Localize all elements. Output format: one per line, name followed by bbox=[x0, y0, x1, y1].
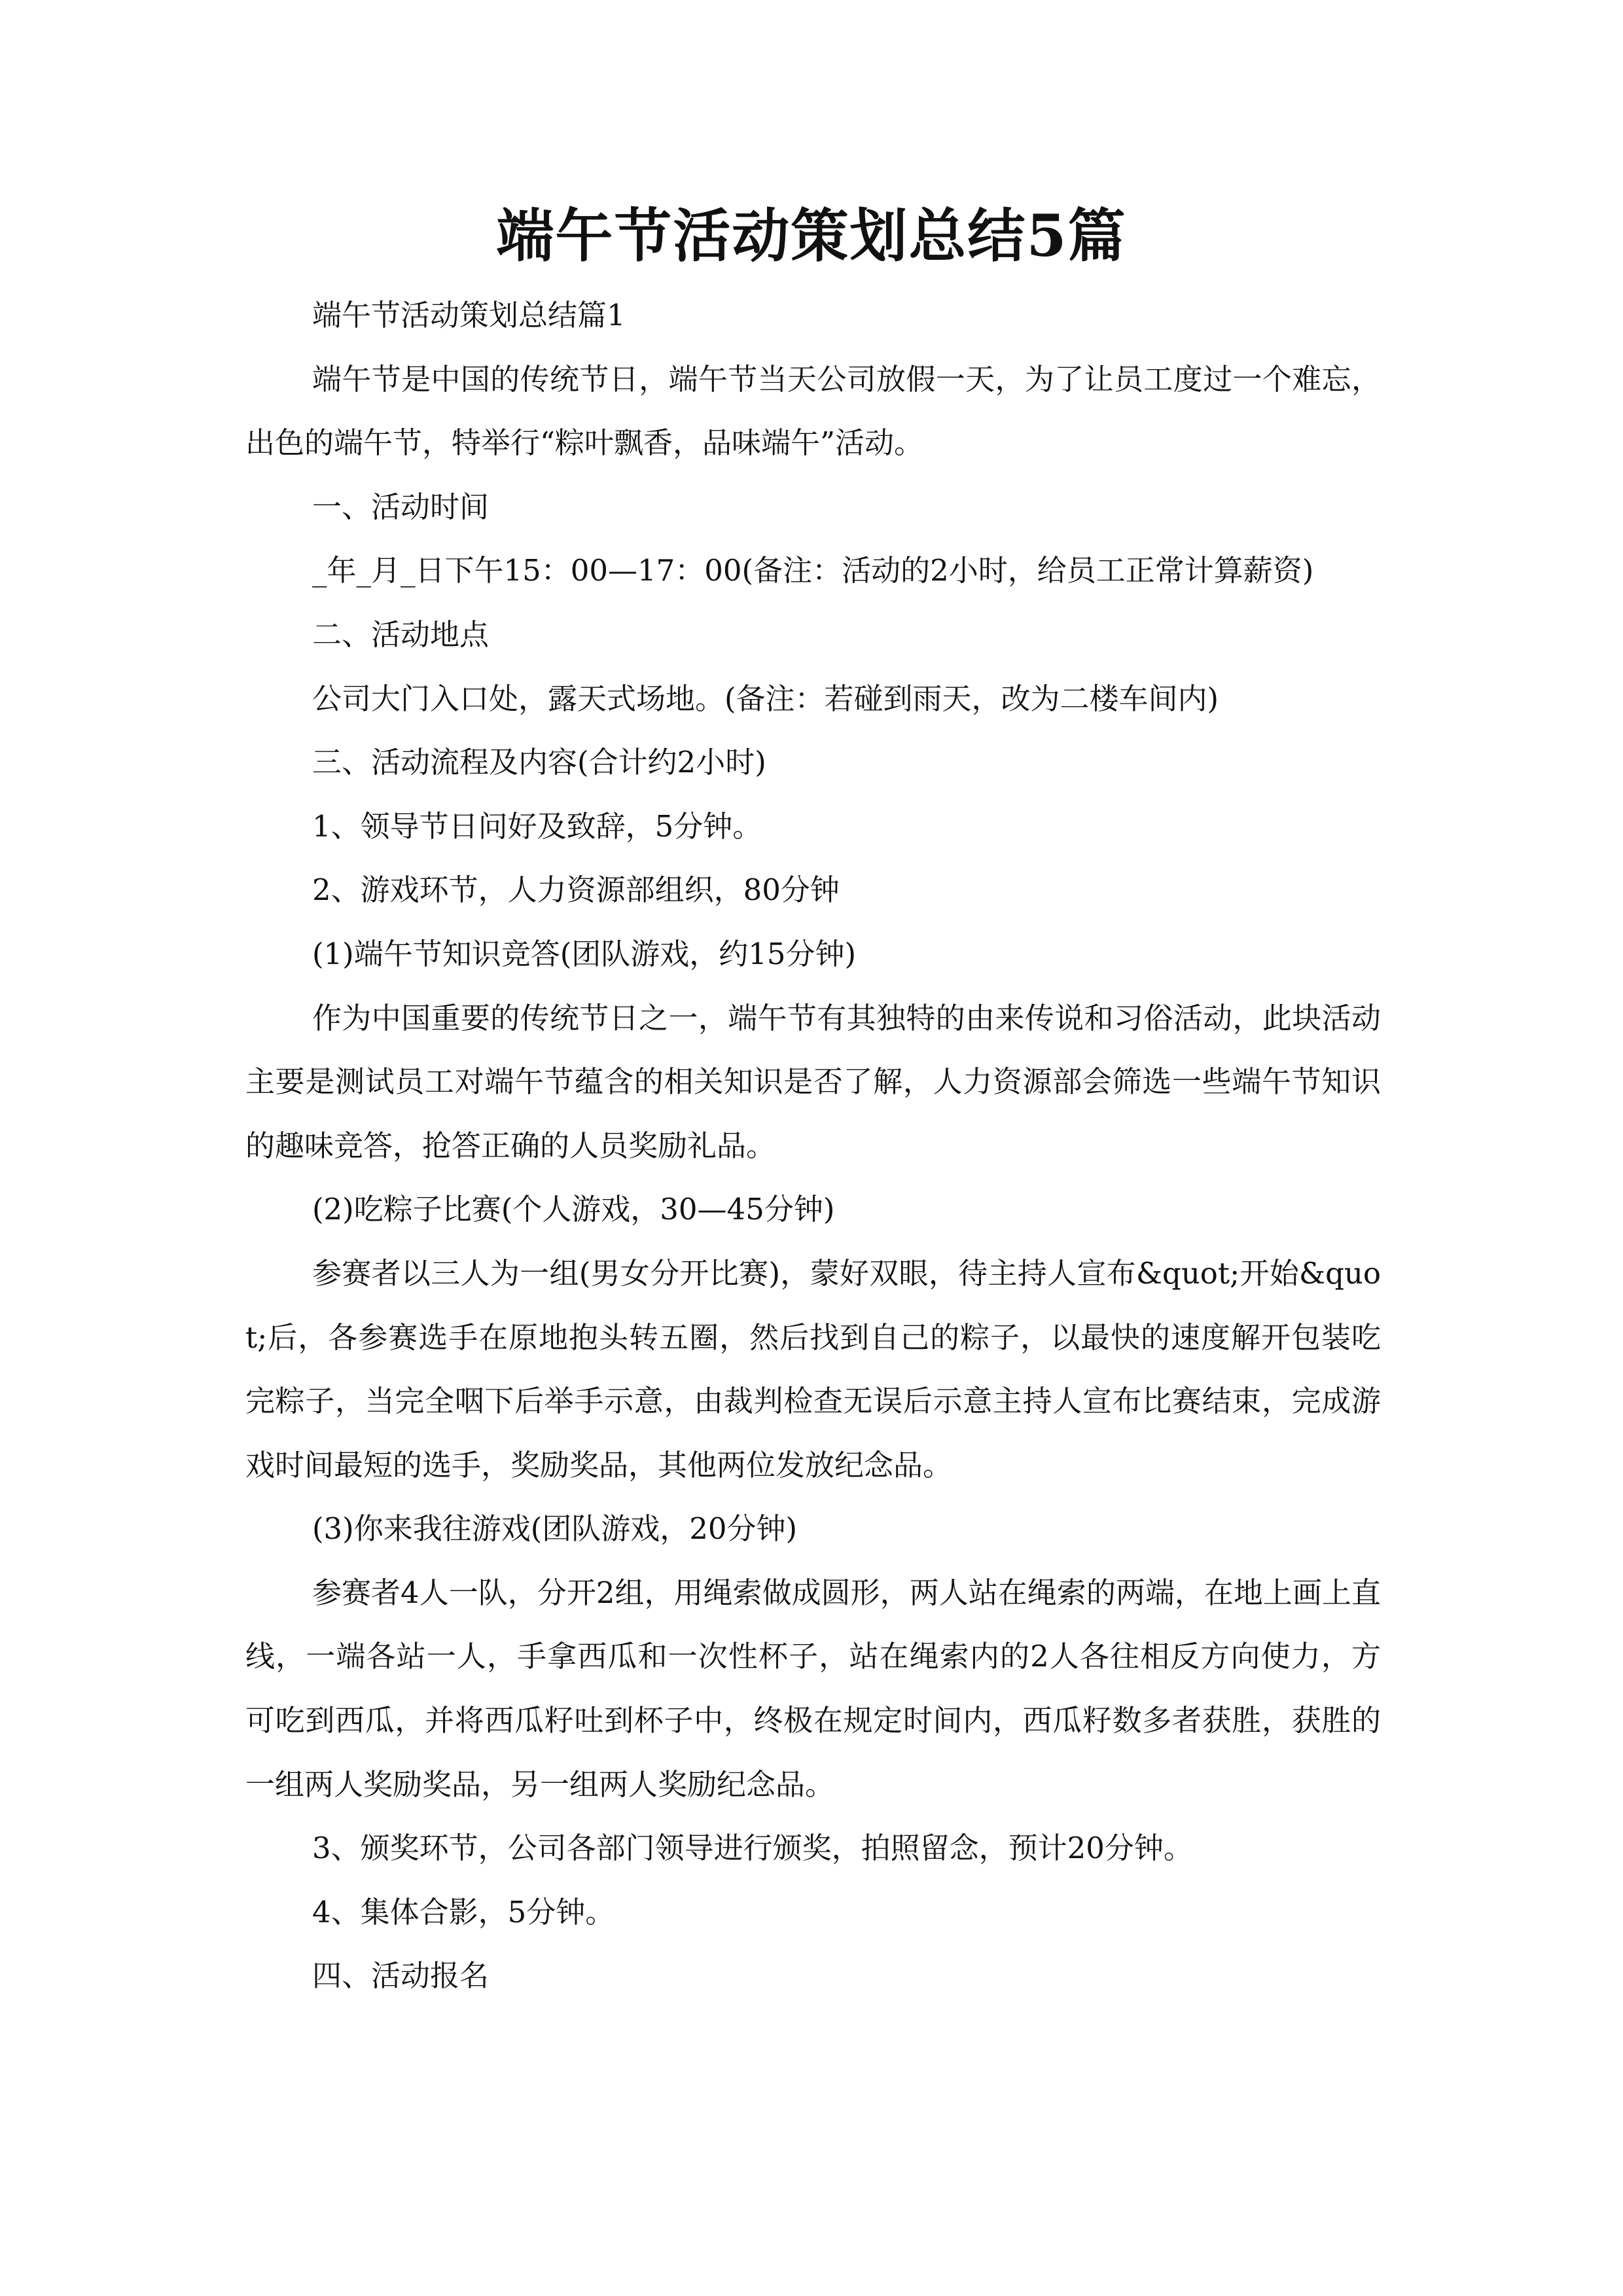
game-1-heading: (1)端午节知识竞答(团队游戏，约15分钟) bbox=[312, 936, 857, 971]
process-item-2: 2、游戏环节，人力资源部组织，80分钟 bbox=[312, 872, 840, 908]
game-3-description: 参赛者4人一队，分开2组，用绳索做成圆形，两人站在绳索的两端，在地上画上直线，一端各站一人，手拿西瓜和一次性杯子，站在绳索内的2人各往相反方向使力，方可吃到西瓜，并将西瓜籽吐到杯子中，终极在规定时间内，西瓜籽数多者获胜，获胜的一组两人奖励奖品，另一组两人奖励纪念品。 bbox=[245, 1575, 1381, 1802]
activity-time-text: _年_月_日下午15：00—17：00(备注：活动的2小时，给员工正常计算薪资) bbox=[312, 553, 1314, 588]
game-2-description: 参赛者以三人为一组(男女分开比赛)，蒙好双眼，待主持人宣布&quot;开始&quot;后，各参赛选手在原地抱头转五圈，然后找到自己的粽子，以最快的速度解开包装吃完粽子，当完全咽下后举手示意，由裁判检查无误后示意主持人宣布比赛结束，完成游戏时间最短的选手，奖励奖品，其他两位发放纪念品。 bbox=[245, 1255, 1381, 1482]
intro-paragraph: 端午节是中国的传统节日，端午节当天公司放假一天，为了让员工度过一个难忘，出色的端午节，特举行“粽叶飘香，品味端午”活动。 bbox=[245, 361, 1381, 461]
process-item-3: 3、颁奖环节，公司各部门领导进行颁奖，拍照留念，预计20分钟。 bbox=[312, 1831, 1193, 1866]
document-title: 端午节活动策划总结5篇 bbox=[496, 202, 1127, 270]
process-item-4: 4、集体合影，5分钟。 bbox=[312, 1894, 615, 1929]
document-body bbox=[245, 283, 1381, 2008]
game-1-description: 作为中国重要的传统节日之一，端午节有其独特的由来传说和习俗活动，此块活动主要是测试员工对端午节蕴含的相关知识是否了解，人力资源部会筛选一些端午节知识的趣味竞答，抢答正确的人员奖励礼品。 bbox=[245, 1000, 1381, 1163]
heading-activity-time: 一、活动时间 bbox=[312, 489, 490, 524]
game-3-heading: (3)你来我往游戏(团队游戏，20分钟) bbox=[312, 1511, 798, 1547]
section-heading-part1: 端午节活动策划总结篇1 bbox=[312, 298, 626, 332]
heading-activity-signup: 四、活动报名 bbox=[312, 1958, 490, 1994]
heading-activity-location: 二、活动地点 bbox=[312, 617, 490, 652]
game-2-heading: (2)吃粽子比赛(个人游戏，30—45分钟) bbox=[312, 1192, 835, 1227]
activity-location-text: 公司大门入口处，露天式场地。(备注：若碰到雨天，改为二楼车间内) bbox=[312, 681, 1219, 716]
process-item-1: 1、领导节日问好及致辞，5分钟。 bbox=[312, 808, 762, 844]
heading-activity-process: 三、活动流程及内容(合计约2小时) bbox=[312, 745, 766, 780]
